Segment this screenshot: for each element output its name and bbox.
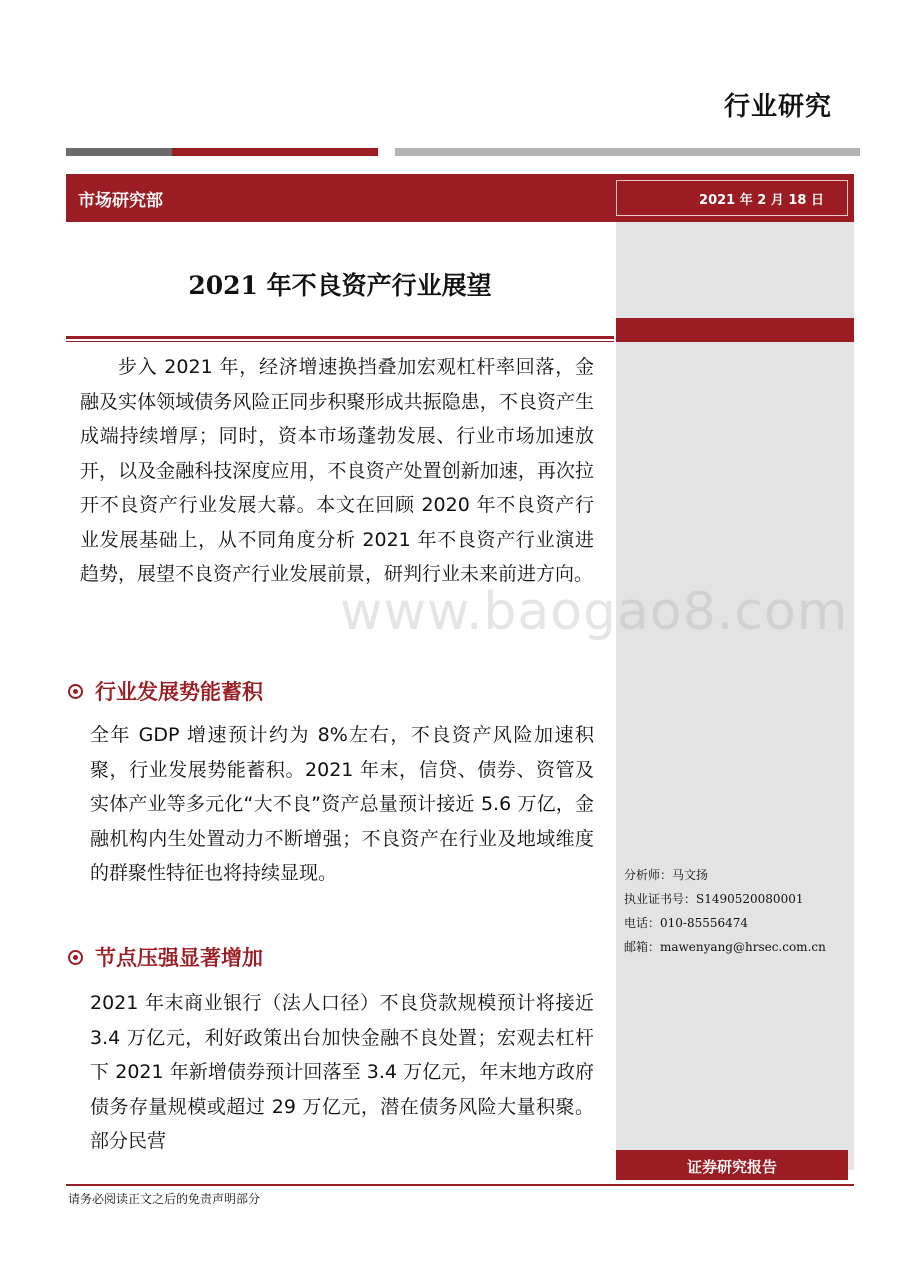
section-bullet-icon: [68, 950, 83, 965]
analyst-license: 执业证书号：S1490520080001: [624, 892, 804, 906]
section-heading-text: 行业发展势能蓄积: [95, 679, 263, 704]
section-heading-1: [68, 676, 263, 706]
analyst-name: 分析师：马文扬: [624, 868, 709, 882]
sidebar-accent-band: [616, 318, 854, 342]
analyst-email[interactable]: 邮箱：mawenyang@hrsec.com.cn: [624, 940, 826, 954]
watermark: www.baogao8.com: [340, 582, 849, 642]
report-category: 行业研究: [723, 92, 832, 122]
section-1-body: 全年 GDP 增速预计约为 8%左右，不良资产风险加速积聚，行业发展势能蓄积。2021 年末，信贷、债券、资管及实体产业等多元化“大不良”资产总量预计接近 5.6 万亿，金融机构内生处置动力不断增强；不良资产在行业及地域维度的群聚性特征也将持续显现。: [90, 724, 594, 884]
intro-paragraph: 步入 2021 年，经济增速换挡叠加宏观杠杆率回落，金融及实体领域债务风险正同步积聚形成共振隐患，不良资产生成端持续增厚；同时，资本市场蓬勃发展、行业市场加速放开，以及金融科技深度应用，不良资产处置创新加速，再次拉开不良资产行业发展大幕。本文在回顾 2020 年不良资产行业发展基础上，从不同角度分析 2021 年不良资产行业演进趋势，展望不良资产行业发展前景，研判行业未来前进方向。: [80, 356, 594, 585]
title-rule-thin: [66, 341, 614, 342]
top-bar-gray: [395, 148, 860, 156]
document-title: 2021 年不良资产行业展望: [188, 271, 492, 300]
top-bar-red: [172, 148, 378, 156]
title-rule: [66, 336, 614, 339]
section-heading-text: 节点压强显著增加: [95, 945, 263, 970]
footer-disclaimer: 请务必阅读正文之后的免责声明部分: [68, 1192, 261, 1206]
section-heading-2: [68, 942, 263, 972]
report-date: 2021 年 2 月 18 日: [699, 193, 824, 208]
department-label: 市场研究部: [78, 191, 163, 211]
top-bar-dark: [66, 148, 172, 156]
section-bullet-icon: [68, 684, 83, 699]
report-type-badge: 证券研究报告: [616, 1150, 848, 1180]
footer-rule: [66, 1184, 854, 1186]
sidebar: [616, 222, 854, 1170]
analyst-phone: 电话：010-85556474: [624, 916, 749, 930]
section-2-body: 2021 年末商业银行（法人口径）不良贷款规模预计将接近 3.4 万亿元，利好政策出台加快金融不良处置；宏观去杠杆下 2021 年新增债券预计回落至 3.4 万亿元，年末地方政府债务存量规模或超过 29 万亿元，潜在债务风险大量积聚。部分民营: [90, 992, 594, 1152]
